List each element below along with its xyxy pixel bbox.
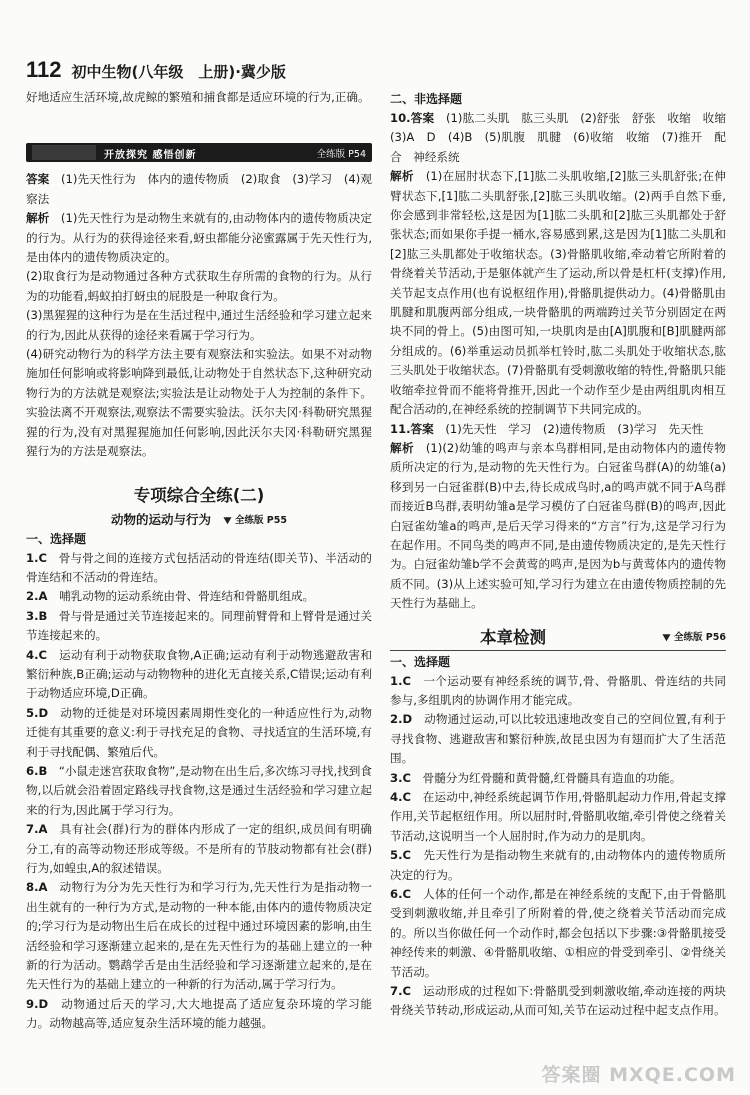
intro-paragraph: 好地适应生活环境,故虎鲸的繁殖和捕食都是适应环境的行为,正确。 [26,90,370,104]
list-item: 7.A 具有社会(群)行为的群体内形成了一定的组织,成员间有明确分工,有的高等动物还形成等级。不是所有的节肢动物都有社会(群)行为,如蝗虫,A的叙述错误。 [26,822,372,875]
list-item: 4.C 在运动中,神经系统起调节作用,骨骼肌起动力作用,骨起支撑作用,关节起枢纽作用。所以屈肘时,骨骼肌收缩,牵引骨使之绕着关节活动,这说明当一个人屈肘时,作为动力的是肌肉。 [390,790,726,843]
section-subtitle-row [26,510,372,528]
analysis-line: 解析 (1)先天性行为是动物生来就有的,由动物体内的遗传物质决定的行为。从行为的获得途径来看,蚜虫都能分泌蜜露属于先天性行为,是由体内的遗传物质决定的。 [26,211,372,265]
chapter-heading [390,624,726,651]
part-heading: 一、选择题 [390,654,451,669]
part-heading: 二、非选择题 [390,92,463,106]
chapter-title: 本章检测 [480,627,546,647]
answer-list [390,672,726,1021]
page-number: 112 [26,57,62,82]
arrow-icon [223,513,233,523]
list-item: 7.C 运动形成的过程如下:骨骼肌受到刺激收缩,牵动连接的两块骨绕关节转动,形成运动,从而可知,关节在运动过程中起支点作用。 [390,984,726,1018]
list-item: 8.A 动物行为分为先天性行为和学习行为,先天性行为是指动物一出生就有的一种行为方式,是动物的一种本能,由体内的遗传物质决定的;学习行为是动物出生后在成长的过程中通过环境因素的影响,由生活经验和学习逐渐建立起来的,是在先天性行为的基础上建立的一种新的行为活动。鹦鹉学舌是由生活经验和学习逐渐建立起来的,是在先天性行为的基础上建立的一种新的行为活动,属于学习行为。 [26,880,372,992]
q11-answer: 11.答案 (1)先天性 学习 (2)遗传物质 (3)学习 先天性 [390,421,704,436]
right-column [390,88,738,1078]
section-subtitle: 动物的运动与行为 [110,511,211,527]
answer-list [26,549,372,1034]
banner-ref: 全练版 P54 [316,149,366,161]
watermark: 答案圈 MXQE.COM [541,1064,736,1086]
left-column [26,88,372,1078]
list-item: 1.C 骨与骨之间的连接方式包括活动的骨连结(即关节)、半活动的骨连结和不活动的骨连结。 [26,550,372,584]
analysis-line: (4)研究动物行为的科学方法主要有观察法和实验法。如果不对动物施加任何影响或将影响降到最低,让动物处于自然状态下,这种研究动物行为的方法就是观察法;实验法是让动物处于人为控制的条件下。实验法离不开观察法,观察法不需要实验法。沃尔夫冈·科勒研究黑猩猩的行为,没有对黑猩猩施加任何影响,因此沃尔夫冈·科勒研究黑猩猩行为的方法是观察法。 [26,347,372,459]
section-ref: 全练版 P55 [225,512,287,526]
list-item: 3.B 骨与骨是通过关节连接起来的。同理前臂骨和上臂骨是通过关节连接起来的。 [26,608,372,643]
list-item: 6.B “小鼠走迷宫获取食物”,是动物在出生后,多次练习寻找,找到食物,以后就会沿着固定路线寻找食物,这是通过生活经验和学习建立起来的行为,因此属于学习行为。 [26,763,372,817]
list-item: 5.D 动物的迁徙是对环境因素周期性变化的一种适应性行为,动物迁徙有其重要的意义:利于寻找充足的食物、寻找适宜的生活环境,有利于寻找配偶、繁殖后代。 [26,705,372,759]
explore-banner [26,143,372,162]
book-title: 初中生物(八年级 上册)·冀少版 [71,63,286,81]
analysis-line: (2)取食行为是动物通过各种方式获取生存所需的食物的行为。从行为的功能看,蚂蚁拍打蚜虫的屁股是一种取食行为。 [26,269,372,303]
list-item: 2.D 动物通过运动,可以比较迅速地改变自己的空间位置,有利于寻找食物、逃避敌害和繁衍种族,故昆虫因为有翅而扩大了生活范围。 [390,712,726,766]
chapter-ref: 全练版 P56 [664,629,726,643]
answer-line: 答案 (1)先天性行为 体内的遗传物质 (2)取食 (3)学习 (4)观察法 [26,172,372,206]
list-item: 9.D 动物通过后天的学习,大大地提高了适应复杂环境的学习能力。动物越高等,适应复杂生活环境的能力越强。 [26,996,372,1031]
list-item: 3.C 骨髓分为红骨髓和黄骨髓,红骨髓具有造血的功能。 [390,770,682,785]
part-heading: 一、选择题 [26,531,87,546]
list-item: 2.A 哺乳动物的运动系统由骨、骨连结和骨骼肌组成。 [26,589,315,604]
analysis-line: (3)黑猩猩的这种行为是在生活过程中,通过生活经验和学习建立起来的行为,因此从获得的途径来看属于学习行为。 [26,308,372,342]
q11-analysis: 解析 (1)(2)幼雏的鸣声与亲本鸟群相同,是由动物体内的遗传物质所决定的行为,是动物的先天性行为。白冠雀鸟群(A)的幼雏(a)移到另一白冠雀群(B)中去,待长成成鸟时,a的鸣声就不同于A鸟群而接近B鸟群,表明幼雏a是学习模仿了白冠雀鸟群(B)的鸣声,因此白冠雀幼雏a的鸣声,是后天学习得来的“方言”行为,这是学习行为在起作用。不同鸟类的鸣声不同,是由遗传物质决定的,是先天性行为。白冠雀幼雏b学不会黄莺的鸣声,是因为b与黄莺体内的遗传物质不同。(3)从上述实验可知,学习行为建立在由遗传物质控制的先天性行为基础上。 [390,440,726,611]
q10-answer: 10.答案 (1)肱二头肌 肱三头肌 (2)舒张 舒张 收缩 收缩 (3)A D (4)B (5)肌腹 肌腱 (6)收缩 收缩 (7)推开 配合 神经系统 [390,111,738,164]
list-item: 6.C 人体的任何一个动作,都是在神经系统的支配下,由于骨骼肌受到刺激收缩,并且牵引了所附着的骨,使之绕着关节活动而完成的。所以当你做任何一个动作时,都会包括以下步骤:③骨骼肌接受神经传来的刺激、④骨骼肌收缩、①相应的骨受到牵引、②骨绕关节活动。 [390,887,726,979]
banner-label: 开放探究 感悟创新 [104,150,197,162]
page-header [26,57,286,83]
list-item: 1.C 一个运动要有神经系统的调节,骨、骨骼肌、骨连结的共同参与,多组肌肉的协调作用才能完成。 [390,673,726,707]
q10-analysis: 解析 (1)在屈肘状态下,[1]肱二头肌收缩,[2]肱三头肌舒张;在伸臂状态下,[1]肱二头肌舒张,[2]肱三头肌收缩。(2)两手自然下垂,你会感到非常轻松,这是因为[1]肱二头肌和[2]肱三头肌都处于舒张状态;而如果你手提一桶水,容易感到累,这是因为[1]肱二头肌和[2]肱三头肌都处于收缩状态。(3)骨骼肌收缩,牵动着它所附着的骨绕着关节活动,于是躯体就产生了运动,所以骨是杠杆(支撑)作用,关节起支点作用(也有说枢纽作用),骨骼肌提供动力。(4)骨骼肌由肌腱和肌腹两部分组成,一块骨骼肌的两端跨过关节分别固定在两块不同的骨上。(5)由图可知,一块肌肉是由[A]肌腹和[B]肌腱两部分组成的。(6)举重运动员抓举杠铃时,肱二头肌处于收缩状态,肱三头肌处于收缩状态。(7)骨骼肌有受刺激收缩的特性,骨骼肌只能收缩牵拉骨而不能将骨推开,因此一个动作至少是由两组肌肉相互配合活动的,在神经系统的控制调节下共同完成的。 [390,169,726,417]
section-title: 专项综合全练(二) [133,485,265,505]
list-item: 4.C 运动有利于动物获取食物,A正确;运动有利于动物逃避敌害和繁衍种族,B正确;运动与动物物种的进化无直接关系,C错误;运动有利于动物适应环境,D正确。 [26,647,372,701]
arrow-icon [662,630,672,640]
answer-block [26,170,372,461]
list-item: 5.C 先天性行为是指动物生来就有的,由动物体内的遗传物质所决定的行为。 [390,848,726,882]
banner-decoration [32,145,96,160]
